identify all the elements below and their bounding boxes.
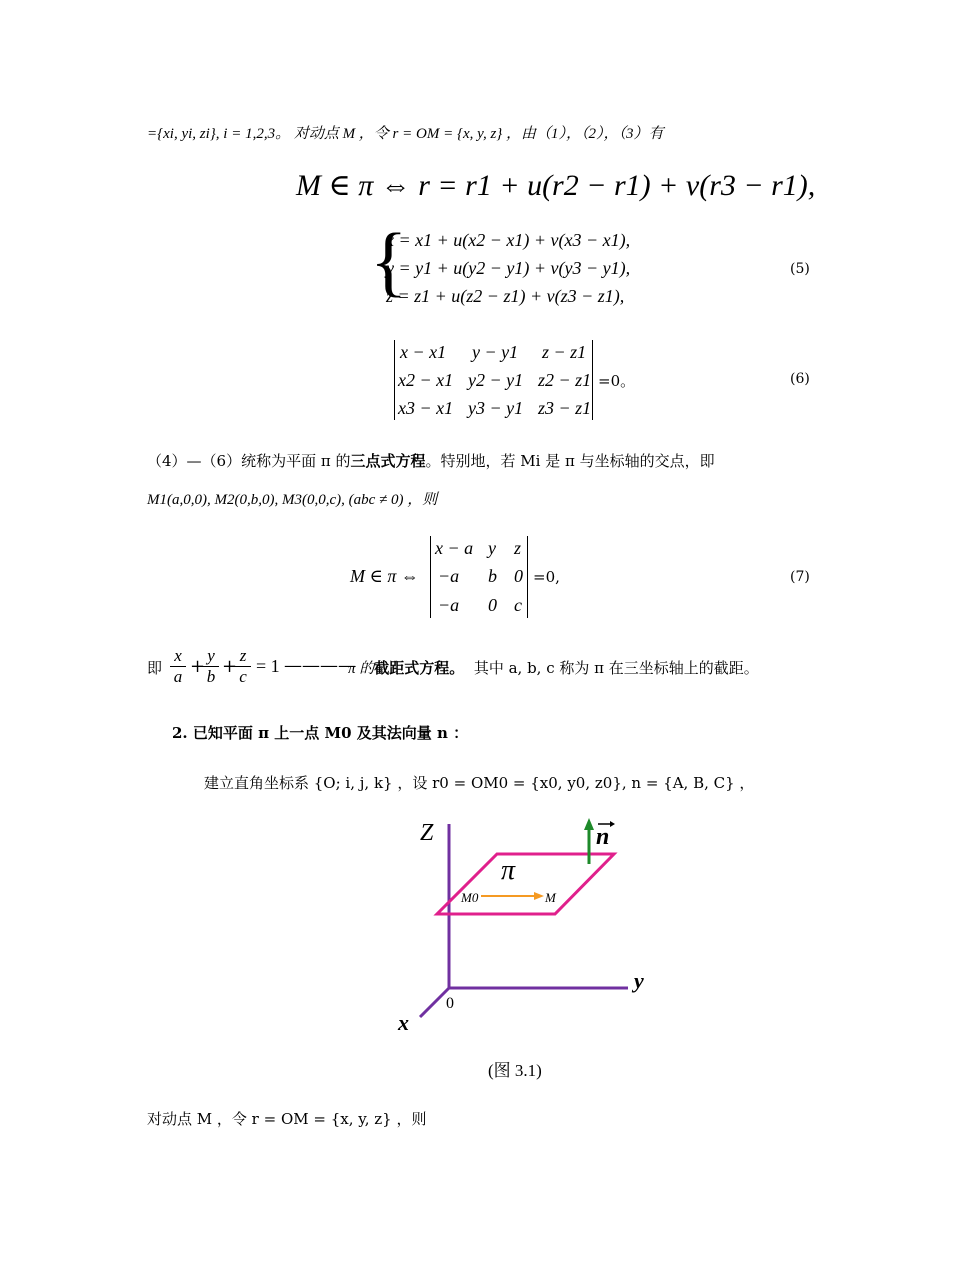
det6-r2c1: y3 − y1 [468,398,524,418]
plane-label: π [501,855,516,886]
intercept-term: 截距式方程。 [374,659,465,677]
fraction-y-over-b [203,646,219,687]
det6-r0c0: x − x1 [400,342,447,362]
system-brace: { [370,217,408,304]
long-dash: ———— [284,655,356,676]
fraction-z-over-c [235,646,251,687]
m0-to-m-arrowhead [534,892,544,900]
frac-den-c: c [239,667,247,686]
m0-label: M0 [461,890,479,905]
plus-sign-2: + [222,656,238,677]
det7-lhs: M ∈ π ⇔ [350,566,419,586]
three-point-term: 三点式方程 [350,452,426,470]
det7-r0c1: y [488,538,496,558]
det6-r0c1: y − y1 [472,342,519,362]
plane-pi [437,854,614,914]
normal-label: n [596,824,610,850]
frac-den-a: a [173,667,183,686]
frac-num-y: y [203,646,219,667]
normal-label-arrowhead [610,821,615,827]
det7-r1c1: b [488,566,497,586]
det7-left-bar [430,536,431,618]
x-axis-label: x [398,1010,409,1035]
plus-sign-1: + [190,656,206,677]
coordinate-system-line: 建立直角坐标系 {O; i, j, k} ，设 r0 = OM0 = {x0, y0, z0}, n = {A, B, C} ， [204,774,755,792]
intercept-points-line: M1(a,0,0), M2(0,b,0), M3(0,0,c), (abc ≠ 0) ，则 [147,492,438,508]
three-point-paragraph [147,450,715,471]
x-axis [420,988,449,1017]
figure-caption: (图 3.1) [488,1061,542,1080]
intercept-sentence [348,657,759,678]
det7-r0c2: z [514,538,522,558]
equation-number-6: (6) [790,371,810,387]
det6-left-bar [394,340,395,420]
frac-den-b: b [206,667,216,686]
y-axis-label: y [634,968,644,993]
intercept-rest: 其中 a, b, c 称为 π 在三坐标轴上的截距。 [473,659,759,677]
det6-r1c0: x2 − x1 [398,370,454,390]
det6-r0c2: z − z1 [542,342,587,362]
det7-r0c0: x − a [435,538,474,558]
origin-label: 0 [446,995,454,1012]
det7-r1c0: −a [438,566,460,586]
det6-r1c2: z2 − z1 [538,370,592,390]
det7-r2c2: c [514,595,522,615]
last-line: 对动点 M ，令 r = OM = {x, y, z} ，则 [147,1110,427,1128]
system-line-z: z = z1 + u(z2 − z1) + v(z3 − z1), [386,286,625,306]
m-label: M [545,890,556,905]
det6-tail: =0。 [598,372,636,390]
z-axis-label: Z [420,820,434,846]
figure-plane-normal [390,812,670,1037]
intercept-prefix: 即 [147,659,163,677]
det6-r1c1: y2 − y1 [468,370,524,390]
main-equation: M ∈ π ⇔ r = r1 + u(r2 − r1) + v(r3 − r1), [296,169,816,202]
system-line-y: y = y1 + u(y2 − y1) + v(y3 − y1), [386,258,631,278]
section-2-title: 2. 已知平面 π 上一点 M0 及其法向量 n ： [172,724,469,742]
normal-arrowhead [584,818,594,830]
frac-num-z: z [235,646,251,667]
equation-number-7: (7) [790,569,810,585]
det6-r2c2: z3 − z1 [538,398,592,418]
det7-r2c1: 0 [488,595,497,615]
system-line-x: x = x1 + u(x2 − x1) + v(x3 − x1), [386,230,631,250]
para-part-a: （4）—（6）统称为平面 π 的 [147,452,351,470]
equation-number-5: (5) [790,261,810,277]
equals-one: = 1 [256,656,280,676]
para-part-b: 。特别地，若 Mi 是 π 与坐标轴的交点，即 [425,452,715,470]
det7-right-bar [527,536,528,618]
intro-text: ={xi, yi, zi}, i = 1,2,3。 对动点 M ，令 r = OM = {x, y, z} ，由（1），（2），（3）有 [147,126,664,142]
intro-line [147,122,664,143]
det6-r2c0: x3 − x1 [398,398,454,418]
intercept-pi: π 的 [348,661,375,677]
det7-tail: =0, [533,568,560,586]
det7-r2c0: −a [438,595,460,615]
det7-r1c2: 0 [514,566,523,586]
fraction-x-over-a [170,646,186,687]
frac-num-x: x [170,646,186,667]
det6-right-bar [592,340,593,420]
